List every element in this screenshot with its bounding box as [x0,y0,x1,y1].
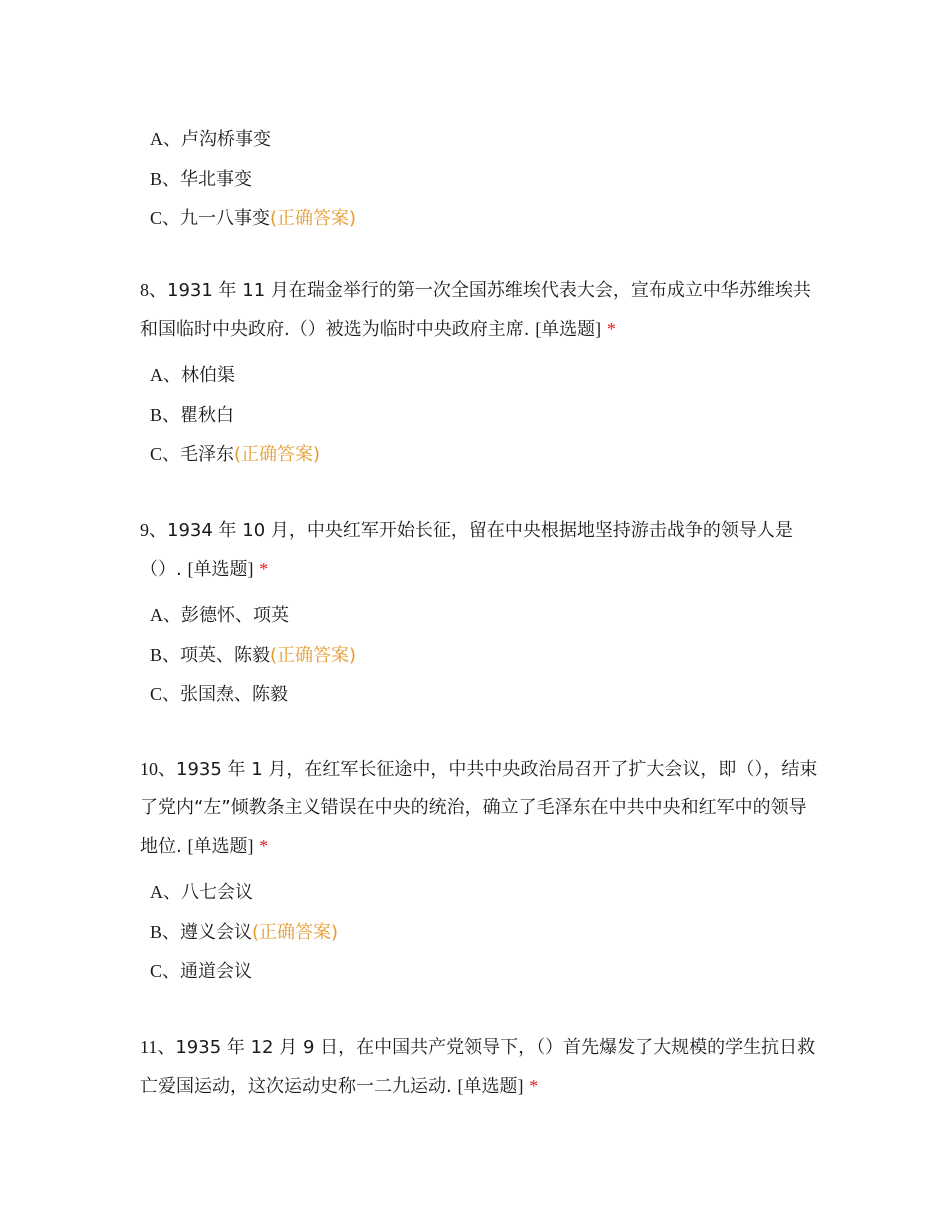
option-c: C、毛泽东(正确答案) [150,444,321,466]
option-c: C、张国焘、陈毅 [150,684,289,706]
required-mark: * [606,319,616,339]
question-9 [140,511,820,724]
question-type-tag: [单选题] [457,1076,524,1096]
question-type-tag: [单选题] [187,559,254,579]
option-list [140,605,820,704]
question-text: 10、1935 年 1 月，在红军长征途中，中共中央政治局召开了扩大会议，即（），结束了党内“左”倾教条主义错误在中央的统治，确立了毛泽东在中共中央和红军中的领导地位. [单选题] * [140,759,818,857]
option-b: B、遵义会议(正确答案) [150,921,339,943]
option-list [140,365,820,464]
option-b: B、华北事变 [150,168,253,190]
required-mark: * [529,1076,539,1096]
option-b: B、项英、陈毅(正确答案) [150,644,357,666]
question-text: 9、1934 年 10 月，中央红军开始长征，留在中央根据地坚持游击战争的领导人是（）. [单选题] * [140,520,793,580]
option-c: C、通道会议 [150,961,253,983]
question-8 [140,271,820,484]
correct-answer-mark: (正确答案) [234,444,321,466]
question-text: 8、1931 年 11 月在瑞金举行的第一次全国苏维埃代表大会，宣布成立中华苏维埃共和国临时中央政府.（）被选为临时中央政府主席. [单选题] * [140,280,811,340]
correct-answer-mark: (正确答案) [252,921,339,943]
question-10 [140,750,820,1001]
option-a: A、林伯渠 [150,365,235,386]
required-mark: * [259,559,269,579]
question-text: 11、1935 年 12 月 9 日，在中国共产党领导下，（）首先爆发了大规模的学生抗日救亡爱国运动，这次运动史称一二九运动. [单选题] * [140,1037,816,1097]
option-c: C、九一八事变(正确答案) [150,208,357,230]
option-a: A、彭德怀、项英 [150,605,289,626]
q7-options [140,129,820,248]
question-11 [140,1028,820,1106]
option-a: A、八七会议 [150,882,253,903]
option-b: B、瞿秋白 [150,404,235,426]
correct-answer-mark: (正确答案) [270,644,357,666]
question-type-tag: [单选题] [187,836,254,856]
option-list [140,882,820,981]
correct-answer-mark: (正确答案) [270,208,357,230]
question-type-tag: [单选题] [535,319,602,339]
required-mark: * [259,836,269,856]
option-a: A、卢沟桥事变 [150,129,271,150]
